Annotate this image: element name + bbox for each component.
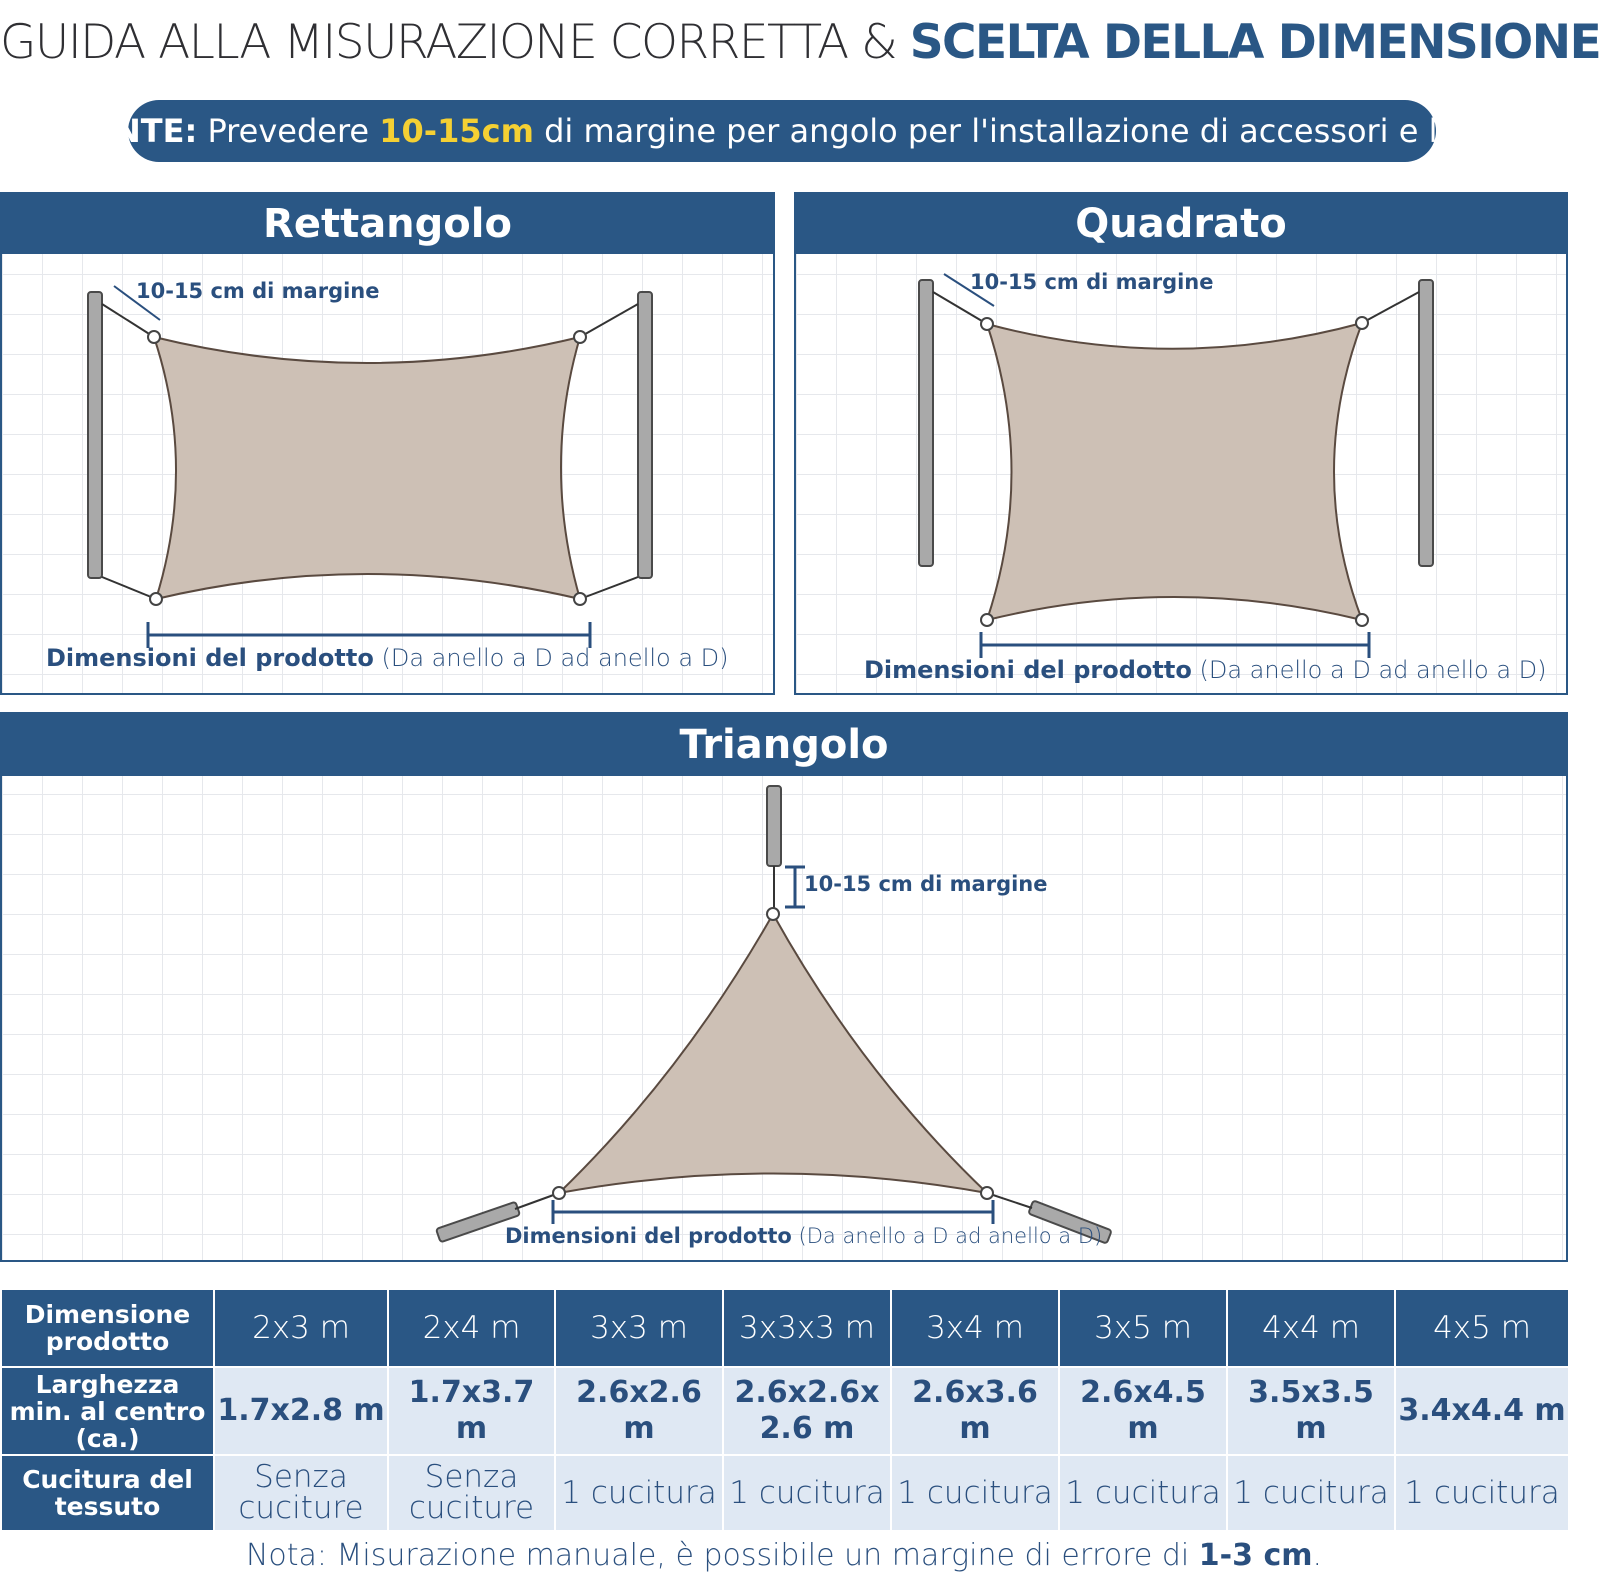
rectangle-panel xyxy=(0,192,775,695)
rope-icon xyxy=(1362,292,1419,323)
triangle-panel xyxy=(0,712,1568,1262)
left-pole-icon xyxy=(88,292,102,578)
size-table xyxy=(0,1288,1570,1532)
footnote-pre: Nota: Misurazione manuale, è possibile un margine di errore di xyxy=(245,1538,1190,1573)
size-cell: 4x4 m xyxy=(1227,1289,1395,1367)
d-ring-icon xyxy=(148,331,160,343)
size-cell: 3x3x3 m xyxy=(723,1289,891,1367)
width-cell: 3.5x3.5 m xyxy=(1227,1367,1395,1455)
margin-note xyxy=(114,100,1458,162)
size-cell: 3x3 m xyxy=(555,1289,723,1367)
title-part-2: SCELTA DELLA DIMENSIONE xyxy=(909,15,1600,70)
footnote-post: . xyxy=(1312,1538,1323,1573)
seam-cell: Senza cuciture xyxy=(214,1455,388,1531)
d-ring-icon xyxy=(767,908,779,920)
d-ring-icon xyxy=(553,1187,565,1199)
rope-icon xyxy=(102,577,156,599)
note-pre: Prevedere xyxy=(207,112,370,150)
d-ring-icon xyxy=(1356,614,1368,626)
triangle-dimension-label xyxy=(505,1224,1102,1248)
right-pole-icon xyxy=(1419,280,1433,566)
triangle-dimension-bold: Dimensioni del prodotto xyxy=(505,1224,792,1248)
square-panel xyxy=(794,192,1568,695)
d-ring-icon xyxy=(574,593,586,605)
d-ring-icon xyxy=(574,331,586,343)
square-dimension-light: (Da anello a D ad anello a D) xyxy=(1199,656,1547,684)
width-cell: 2.6x4.5 m xyxy=(1059,1367,1227,1455)
rectangle-title: Rettangolo xyxy=(2,194,773,254)
table-row xyxy=(1,1455,1569,1531)
size-cell: 4x5 m xyxy=(1395,1289,1569,1367)
d-ring-icon xyxy=(981,318,993,330)
footnote-bold: 1-3 cm xyxy=(1198,1538,1313,1573)
width-cell: 1.7x2.8 m xyxy=(214,1367,388,1455)
note-highlight: 10-15cm xyxy=(379,112,534,150)
size-cell: 2x4 m xyxy=(388,1289,555,1367)
d-ring-icon xyxy=(1356,317,1368,329)
rectangle-margin-label: 10-15 cm di margine xyxy=(136,279,380,303)
shade-sail-triangle-icon xyxy=(559,914,987,1193)
shade-sail-square-icon xyxy=(987,323,1362,620)
d-ring-icon xyxy=(981,1187,993,1199)
rope-icon xyxy=(580,304,638,337)
triangle-title: Triangolo xyxy=(2,714,1566,776)
width-cell: 2.6x3.6 m xyxy=(891,1367,1059,1455)
d-ring-icon xyxy=(150,593,162,605)
size-cell: 3x5 m xyxy=(1059,1289,1227,1367)
row-header-size: Dimensione prodotto xyxy=(1,1289,214,1367)
triangle-diagram xyxy=(2,714,1570,1264)
seam-cell: 1 cucitura xyxy=(1227,1455,1395,1531)
note-label: NTE: xyxy=(114,112,198,150)
table-row xyxy=(1,1289,1569,1367)
width-cell: 2.6x2.6 m xyxy=(555,1367,723,1455)
rectangle-diagram xyxy=(2,194,777,697)
width-cell: 2.6x2.6x 2.6 m xyxy=(723,1367,891,1455)
rope-icon xyxy=(580,577,638,599)
title-part-1: GUIDA ALLA MISURAZIONE CORRETTA & xyxy=(0,15,897,70)
square-margin-label: 10-15 cm di margine xyxy=(970,270,1214,294)
square-title: Quadrato xyxy=(796,194,1566,254)
d-ring-icon xyxy=(981,614,993,626)
rectangle-dimension-label xyxy=(46,644,729,672)
seam-cell: Senza cuciture xyxy=(388,1455,555,1531)
footnote xyxy=(0,1538,1568,1573)
shade-sail-rectangle-icon xyxy=(154,337,580,599)
square-dimension-bold: Dimensioni del prodotto xyxy=(864,656,1192,684)
left-pole-icon xyxy=(919,280,933,566)
size-cell: 2x3 m xyxy=(214,1289,388,1367)
right-pole-icon xyxy=(638,292,652,578)
square-dimension-label xyxy=(864,656,1547,684)
table-row xyxy=(1,1367,1569,1455)
width-cell: 3.4x4.4 m xyxy=(1395,1367,1569,1455)
row-header-width: Larghezza min. al centro (ca.) xyxy=(1,1367,214,1455)
seam-cell: 1 cucitura xyxy=(891,1455,1059,1531)
page-title xyxy=(0,8,1600,78)
seam-cell: 1 cucitura xyxy=(723,1455,891,1531)
seam-cell: 1 cucitura xyxy=(1059,1455,1227,1531)
rectangle-dimension-bold: Dimensioni del prodotto xyxy=(46,644,374,672)
triangle-dimension-light: (Da anello a D ad anello a D) xyxy=(798,1224,1103,1248)
seam-cell: 1 cucitura xyxy=(555,1455,723,1531)
note-post: di margine per angolo per l'installazione di accessori e lo xyxy=(544,112,1458,150)
width-cell: 1.7x3.7 m xyxy=(388,1367,555,1455)
seam-cell: 1 cucitura xyxy=(1395,1455,1569,1531)
rectangle-dimension-light: (Da anello a D ad anello a D) xyxy=(381,644,729,672)
triangle-margin-label: 10-15 cm di margine xyxy=(804,872,1048,896)
size-cell: 3x4 m xyxy=(891,1289,1059,1367)
row-header-seam: Cucitura del tessuto xyxy=(1,1455,214,1531)
top-pole-icon xyxy=(767,786,781,866)
